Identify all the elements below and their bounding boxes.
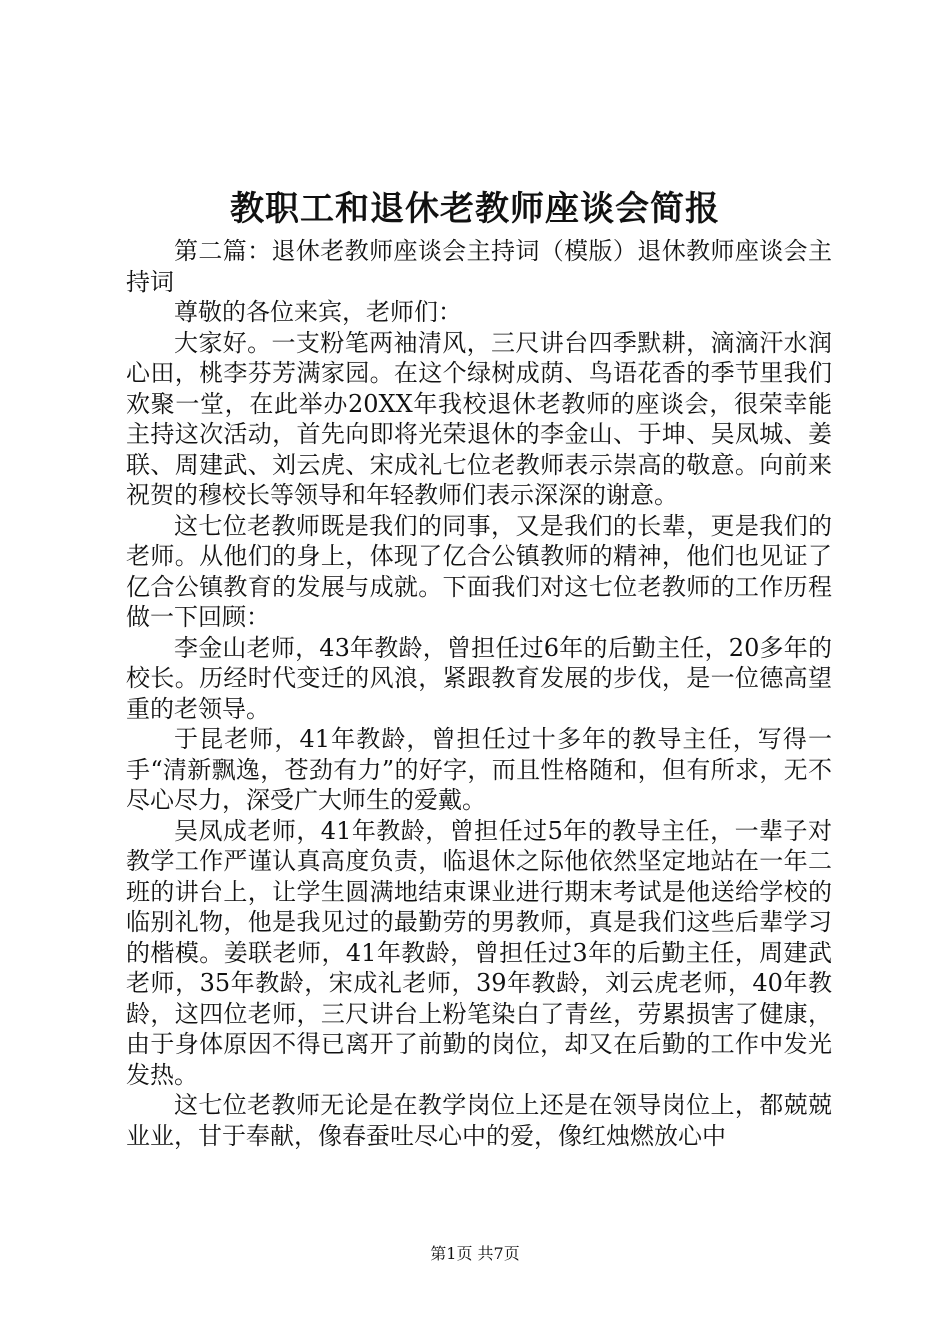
paragraph: 第二篇：退休老教师座谈会主持词（模版）退休教师座谈会主持词 bbox=[126, 237, 832, 296]
paragraph: 大家好。一支粉笔两袖清风，三尺讲台四季默耕，滴滴汗水润心田，桃李芬芳满家园。在这个绿树成荫、鸟语花香的季节里我们欢聚一堂，在此举办20XX年我校退休老教师的座谈会，很荣幸能主持这次活动，首先向即将光荣退休的李金山、于坤、吴凤城、姜联、周建武、刘云虎、宋成礼七位老教师表示崇高的敬意。向前来祝贺的穆校长等领导和年轻教师们表示深深的谢意。 bbox=[126, 328, 832, 509]
paragraph: 于昆老师，41年教龄，曾担任过十多年的教导主任，写得一手“清新飘逸，苍劲有力”的好字，而且性格随和，但有所求，无不尽心尽力，深受广大师生的爱戴。 bbox=[126, 725, 832, 814]
paragraph: 尊敬的各位来宾，老师们： bbox=[174, 298, 462, 326]
document-body bbox=[126, 236, 832, 1151]
paragraph: 这七位老教师无论是在教学岗位上还是在领导岗位上，都兢兢业业，甘于奉献，像春蚕吐尽心中的爱，像红烛燃放心中 bbox=[126, 1091, 832, 1150]
paragraph: 这七位老教师既是我们的同事，又是我们的长辈，更是我们的老师。从他们的身上，体现了亿合公镇教师的精神，他们也见证了亿合公镇教育的发展与成就。下面我们对这七位老教师的工作历程做一下回顾： bbox=[126, 511, 832, 631]
paragraph: 李金山老师，43年教龄，曾担任过6年的后勤主任，20多年的校长。历经时代变迁的风浪，紧跟教育发展的步伐，是一位德高望重的老领导。 bbox=[126, 633, 832, 723]
paragraph: 吴凤成老师，41年教龄，曾担任过5年的教导主任，一辈子对教学工作严谨认真高度负责，临退休之际他依然坚定地站在一年二班的讲台上，让学生圆满地结束课业进行期末考试是他送给学校的临别礼物，他是我见过的最勤劳的男教师，真是我们这些后辈学习的楷模。姜联老师，41年教龄，曾担任过3年的后勤主任，周建武老师，35年教龄，宋成礼老师，39年教龄，刘云虎老师，40年教龄，这四位老师，三尺讲台上粉笔染白了青丝，劳累损害了健康，由于身体原因不得已离开了前勤的岗位，却又在后勤的工作中发光发热。 bbox=[126, 816, 832, 1089]
document-title: 教职工和退休老教师座谈会简报 bbox=[230, 189, 720, 229]
page-footer: 第1页 共7页 bbox=[430, 1244, 520, 1263]
